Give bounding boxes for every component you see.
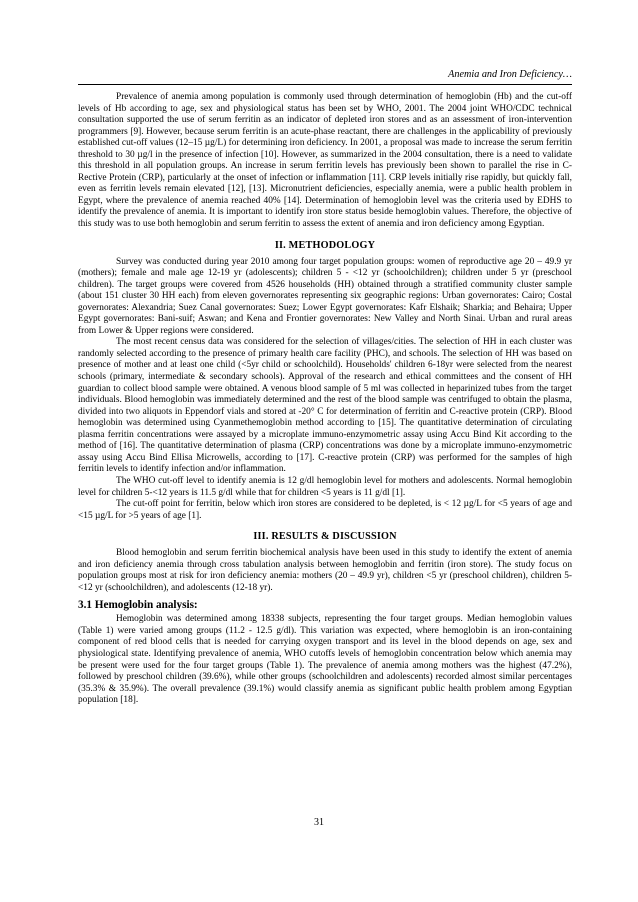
header-rule bbox=[78, 84, 572, 85]
hemoglobin-subheading: 3.1 Hemoglobin analysis: bbox=[78, 599, 198, 612]
body-text bbox=[78, 92, 572, 707]
intro-paragraph: Prevalence of anemia among population is commonly used through determination of hemoglobin (Hb) and the cut-off levels of Hb according to age, sex and physiological status has been set by WHO, 2001. The 2004 joint WHO/CDC technical consultation supported the use of serum ferritin as an indicator of depleted iron stores and as an assessment of iron-intervention programmers [9]. However, because serum ferritin is an acute-phase reactant, there are challenges in the applicability of previously established cut-off values (12–15 µg/L) for determining iron deficiency. In 2001, a proposal was made to increase the serum ferritin threshold to 30 µg/l in the presence of infection [10]. However, as summarized in the 2004 consultation, there is a need to validate this threshold in all population groups. An increase in serum ferritin levels has previously been shown to parallel the rise in C-Rective Protein (CRP), particularly at the onset of infection or inflammation [11]. CRP levels initially rise rapidly, but quickly fall, even as ferritin levels remain elevated [12], [13]. Micronutrient deficiencies, especially anemia, were a public health problem in Egypt, where the prevalence of anemia reached 40% [14]. Determination of hemoglobin level was the criteria used by EDHS to identify the prevalence of anemia. It is important to identify iron store status beside hemoglobin values. Therefore, the objective of this study was to use both hemoglobin and serum ferritin to assess the extent of anemia and iron deficiency among Egyptian. bbox=[78, 92, 572, 230]
results-heading: III. RESULTS & DISCUSSION bbox=[253, 531, 397, 543]
hemoglobin-paragraph: Hemoglobin was determined among 18338 subjects, representing the four target groups. Median hemoglobin values (Table 1) were varied among groups (11.2 - 12.5 g/dl). This variation was expected, where hemoglobin is an iron-containing component of red blood cells that is needed for carrying oxygen transport and its level in the blood depends on age, sex and physiological state. Identifying prevalence of anemia, WHO cutoffs levels of hemoglobin concentration below which anemia may be present were used for the four target groups (Table 1). The prevalence of anemia among mothers was the highest (47.2%), followed by preschool children (39.6%), while other groups (schoolchildren and adolescents) recorded almost similar percentages (35.3% & 35.9%). The overall prevalence (39.1%) would classify anemia as significant public health problem among Egyptian population [18]. bbox=[78, 614, 572, 706]
methodology-paragraph-4: The cut-off point for ferritin, below which iron stores are considered to be depleted, is < 12 µg/L for <5 years of age and <15 µg/L for >5 years of age [1]. bbox=[78, 499, 572, 521]
results-paragraph: Blood hemoglobin and serum ferritin biochemical analysis have been used in this study to identify the extent of anemia and iron deficiency anemia through cross tabulation analysis between hemoglobin and ferritin (iron store). The study focus on population groups most at risk for iron deficiency anemia: mothers (20 – 49.9 yr), children <5 yr (preschool children), children 5-<12 yr (schoolchildren), and adolescents (12-18 yr). bbox=[78, 548, 572, 593]
methodology-paragraph-3: The WHO cut-off level to identify anemia is 12 g/dl hemoglobin level for mothers and adolescents. Normal hemoglobin level for children 5-<12 years is 11.5 g/dl while that for children <5 years is 11 g/dl [1]. bbox=[78, 475, 572, 498]
methodology-heading: II. METHODOLOGY bbox=[274, 239, 376, 251]
methodology-paragraph-2: The most recent census data was considered for the selection of villages/cities. The selection of HH in each cluster was randomly selected according to the presence of primary health care facility (PHC), and schools. The selection of HH was based on presence of mother and at least one child (<5yr child or schoolchild). Households' children 6-18yr were selected from the nearest schools (primary, intermediate & secondary schools). Approval of the research and ethical committees and the consent of HH guardian to collect blood sample were obtained. A venous blood sample of 5 ml was collected in heparinized tubes from the target individuals. Blood hemoglobin was immediately determined and the rest of the blood sample was centrifuged to obtain the plasma, divided into two aliquots in Eppendorf vials and stored at -20° C for determination of ferritin and C-reactive protein (CRP). Blood hemoglobin was determined using Cyanmethemoglobin method according to [15]. The quantitative determination of circulating plasma ferritin concentrations were assayed by a microplate immuno-enzymometric assay using Accu Bind Kit according to the method of [16]. The quantitative determination of plasma (CRP) concentrations was done by a microplate immuno-enzymometric assay using Accu Bind Ellisa Microwells, according to [17]. C-reactive protein (CRP) was performed for the samples of high ferritin levels to identify infection and/or inflammation. bbox=[78, 337, 572, 475]
methodology-paragraph-1: Survey was conducted during year 2010 among four target population groups: women of reproductive age 20 – 49.9 yr (mothers); female and male age 12-19 yr (adolescents); children 5 - <12 yr (schoolchildren); children under 5 yr (preschool children). The target groups were covered from 4526 households (HH) obtained through a stratified community cluster sample (about 151 cluster 30 HH each) from eleven governorates representing six geographic regions: Urban governorates: Cairo; Costal governorates: Alexandria; Suez Canal governorates: Suez; Lower Egypt governorates: Kafr Elshaik; Sharkia; and Behaira; Upper Egypt governorates: Bani-suif; Aswan; and Kena and Frontier governorates: New Valley and North Sinai. Urban and rural areas from Lower & Upper regions were considered. bbox=[78, 256, 572, 336]
running-head: Anemia and Iron Deficiency… bbox=[448, 69, 572, 80]
page-number: 31 bbox=[314, 817, 324, 828]
